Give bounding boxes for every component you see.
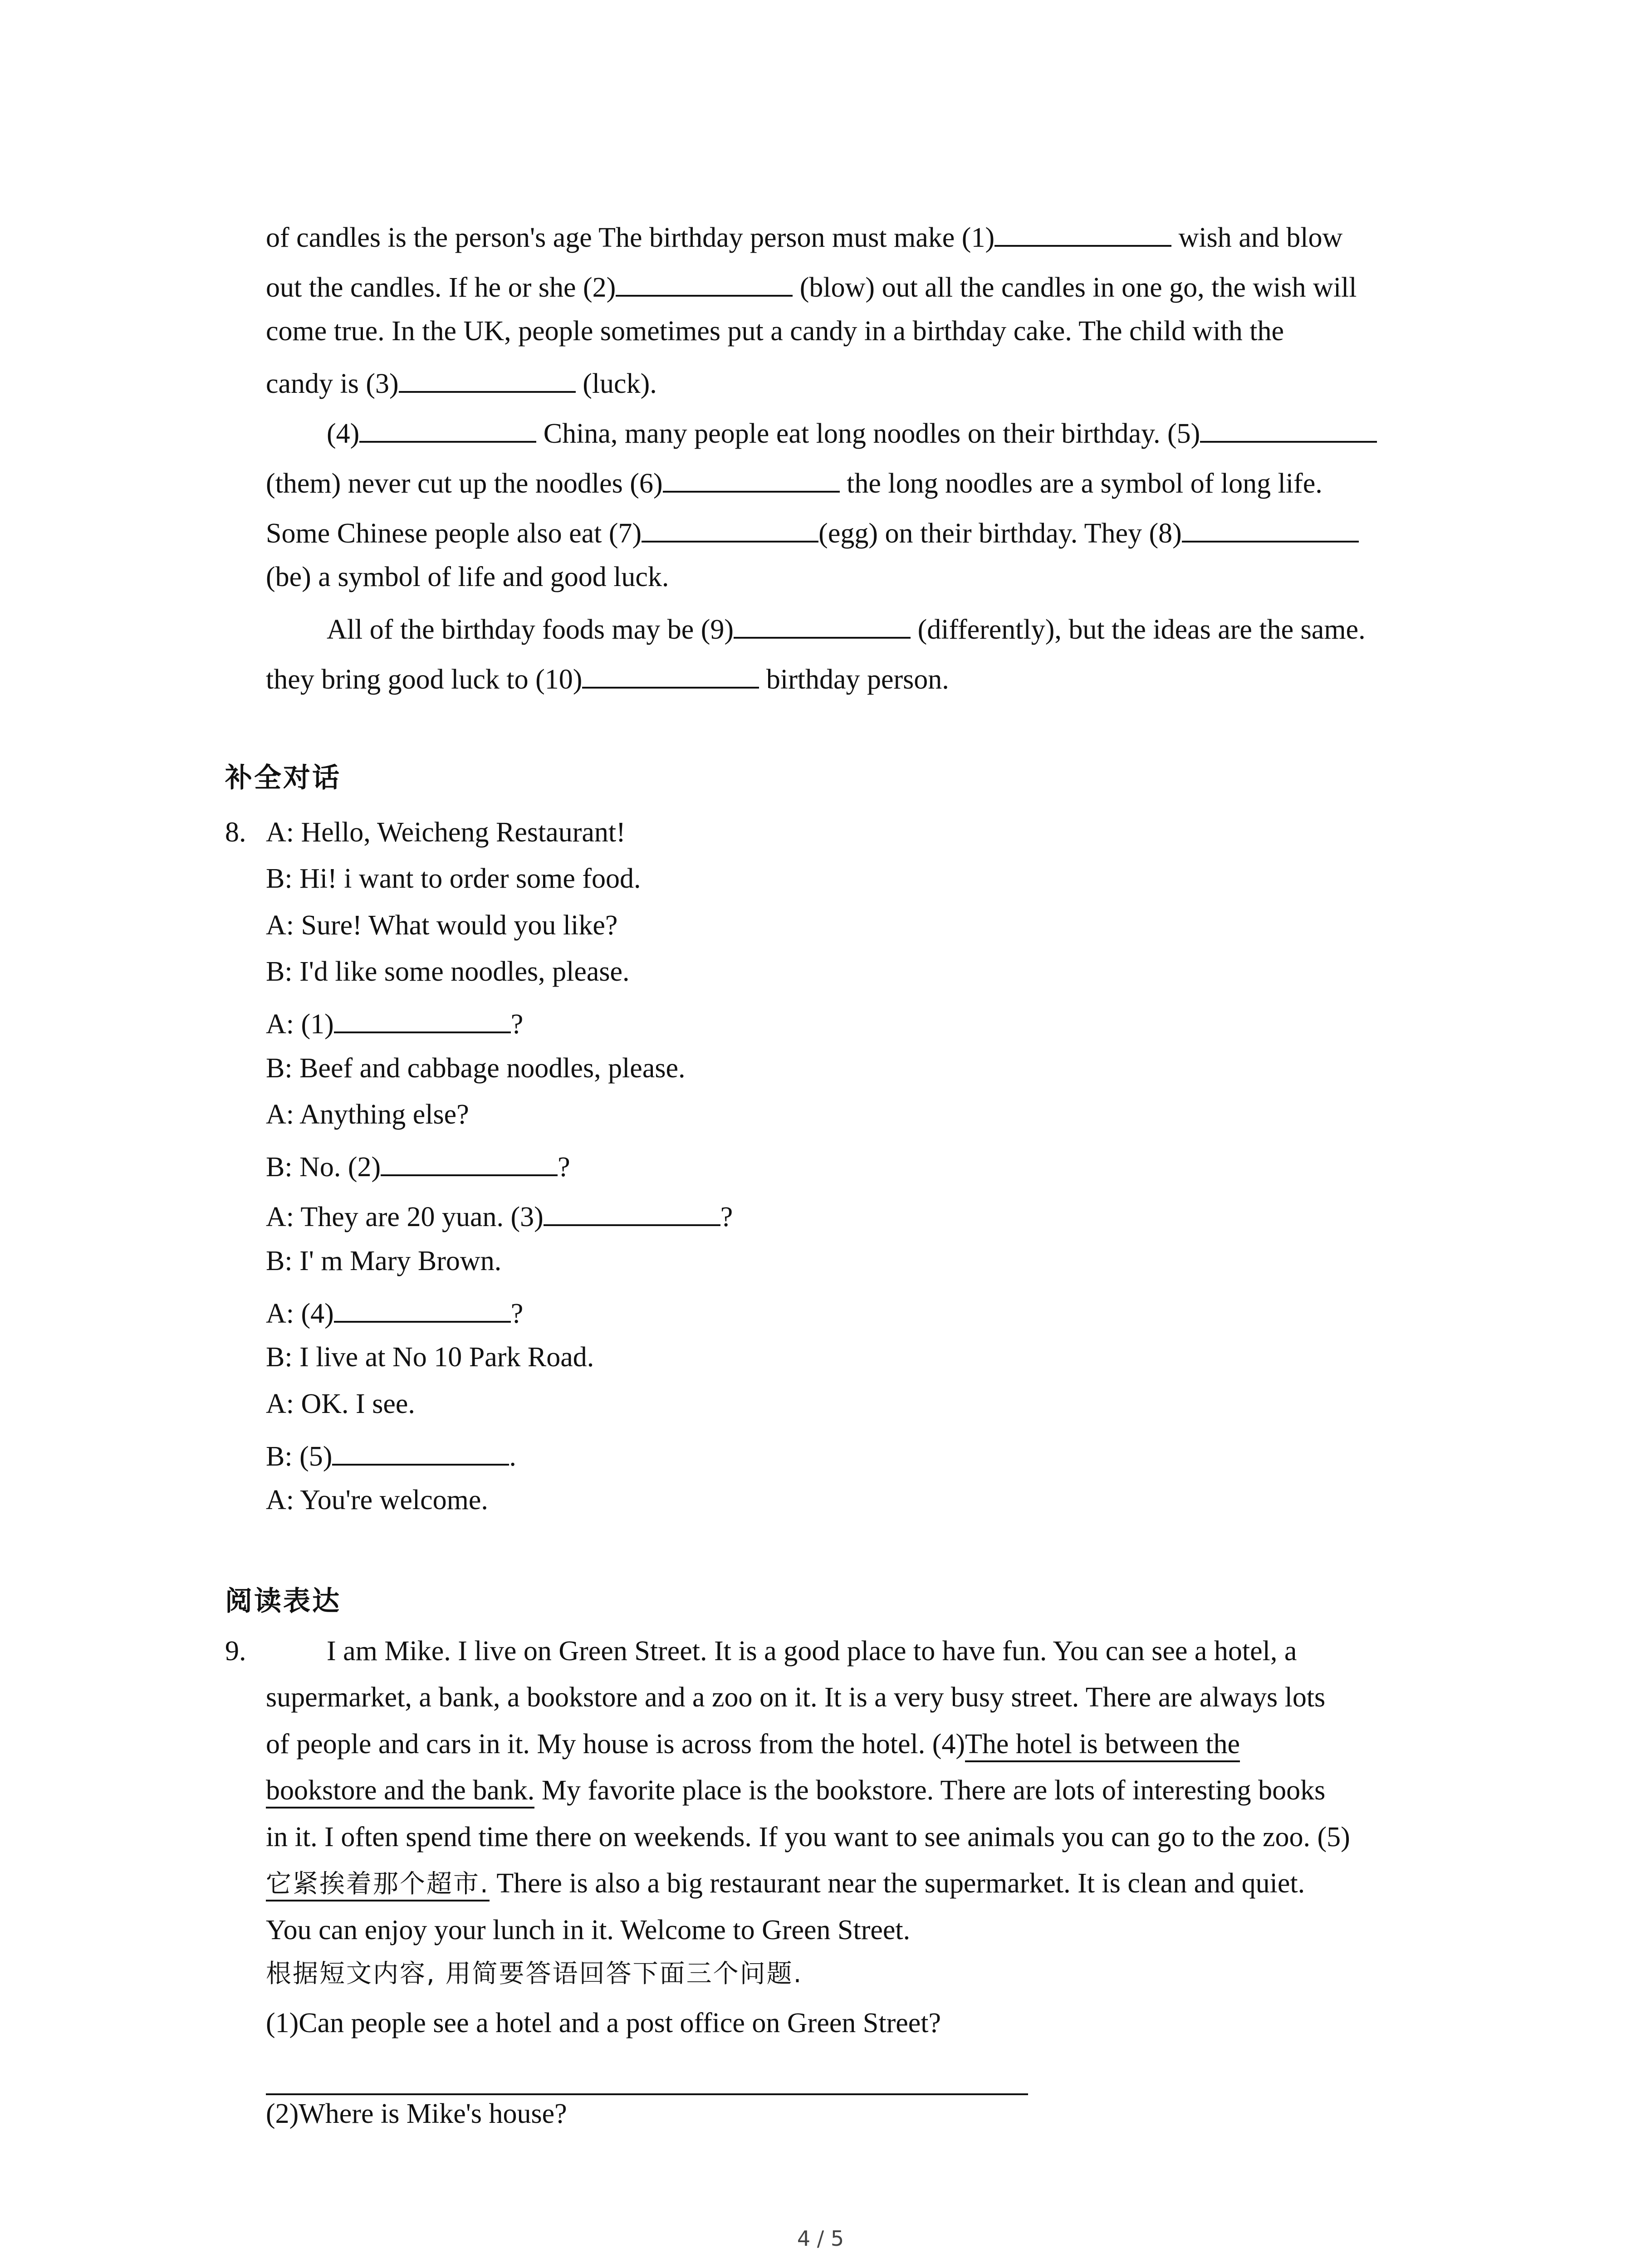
dialogue-line-10: B: I' m Mary Brown. (266, 1246, 502, 1276)
reading-line-2: supermarket, a bank, a bookstore and a zoo on it. It is a very busy street. There are always lots (266, 1682, 1326, 1713)
underlined-sentence-4: The hotel is between the (965, 1729, 1240, 1762)
dialogue-line-13: A: OK. I see. (266, 1388, 415, 1419)
blank-10[interactable] (582, 659, 759, 689)
reading-line-6: 它紧挨着那个超市. There is also a big restaurant near the supermarket. It is clean and quiet. (266, 1865, 1305, 1902)
blank-7[interactable] (642, 513, 818, 543)
reading-line-1: I am Mike. I live on Green Street. It is a good place to have fun. You can see a hotel, a (327, 1636, 1297, 1667)
dialogue-line-4: B: I'd like some noodles, please. (266, 956, 630, 987)
dialogue-line-7: A: Anything else? (266, 1099, 469, 1130)
section-heading-dialogue: 补全对话 (225, 762, 341, 794)
dialogue-blank-5[interactable] (332, 1436, 509, 1466)
dialogue-blank-2[interactable] (381, 1146, 558, 1176)
underlined-sentence-4-cont: bookstore and the bank. (266, 1775, 534, 1809)
section-heading-reading: 阅读表达 (225, 1585, 341, 1617)
passage-line-2: out the candles. If he or she (2) (blow) out all the candles in one go, the wish will (266, 267, 1357, 306)
passage-line-3: come true. In the UK, people sometimes put a candy in a birthday cake. The child with the (266, 316, 1284, 347)
underlined-sentence-5: 它紧挨着那个超市. (266, 1869, 490, 1901)
dialogue-line-9: A: They are 20 yuan. (3) ? (266, 1196, 733, 1235)
dialogue-line-14: B: (5) . (266, 1436, 516, 1475)
blank-5[interactable] (1200, 413, 1377, 443)
dialogue-blank-1[interactable] (334, 1003, 511, 1033)
dialogue-blank-4[interactable] (334, 1293, 511, 1323)
passage-line-10: they bring good luck to (10) birthday person. (266, 659, 949, 698)
question-number-9: 9. (225, 1636, 246, 1667)
reading-line-5: in it. I often spend time there on weekends. If you want to see animals you can go to the zoo. (5) (266, 1822, 1350, 1853)
passage-line-9: All of the birthday foods may be (9) (differently), but the ideas are the same. (327, 609, 1366, 648)
dialogue-blank-3[interactable] (544, 1196, 720, 1226)
page-number: 4 / 5 (797, 2226, 844, 2251)
dialogue-line-5: A: (1) ? (266, 1003, 523, 1042)
blank-8[interactable] (1182, 513, 1359, 543)
blank-6[interactable] (663, 463, 840, 493)
passage-line-4: candy is (3) (luck). (266, 363, 657, 402)
question-number-8: 8. (225, 817, 246, 848)
question-2: (2)Where is Mike's house? (266, 2098, 567, 2129)
question-1: (1)Can people see a hotel and a post office on Green Street? (266, 2008, 941, 2038)
reading-line-7: You can enjoy your lunch in it. Welcome to Green Street. (266, 1915, 911, 1945)
dialogue-line-2: B: Hi! i want to order some food. (266, 863, 641, 894)
dialogue-line-6: B: Beef and cabbage noodles, please. (266, 1053, 686, 1084)
passage-line-6: (them) never cut up the noodles (6) the long noodles are a symbol of long life. (266, 463, 1323, 502)
dialogue-line-1: A: Hello, Weicheng Restaurant! (266, 817, 626, 848)
passage-line-8: (be) a symbol of life and good luck. (266, 562, 669, 592)
reading-line-3: of people and cars in it. My house is across from the hotel. (4)The hotel is between the (266, 1726, 1240, 1762)
blank-2[interactable] (616, 267, 793, 297)
passage-line-7: Some Chinese people also eat (7) (egg) on their birthday. They (8) (266, 513, 1359, 552)
answer-line-1[interactable] (266, 2093, 1028, 2095)
dialogue-line-15: A: You're welcome. (266, 1485, 488, 1515)
blank-3[interactable] (399, 363, 576, 393)
reading-instruction: 根据短文内容, 用简要答语回答下面三个问题. (266, 1959, 803, 1989)
dialogue-line-11: A: (4) ? (266, 1293, 523, 1332)
reading-line-4: bookstore and the bank. My favorite place is the bookstore. There are lots of interesting books (266, 1772, 1325, 1809)
dialogue-line-3: A: Sure! What would you like? (266, 910, 618, 941)
blank-4[interactable] (359, 413, 536, 443)
passage-line-1: of candles is the person's age The birthday person must make (1) wish and blow (266, 217, 1342, 256)
dialogue-line-8: B: No. (2) ? (266, 1146, 570, 1185)
passage-line-5: (4) China, many people eat long noodles on their birthday. (5) (327, 413, 1377, 452)
dialogue-line-12: B: I live at No 10 Park Road. (266, 1342, 594, 1373)
blank-1[interactable] (994, 217, 1171, 247)
blank-9[interactable] (734, 609, 911, 639)
